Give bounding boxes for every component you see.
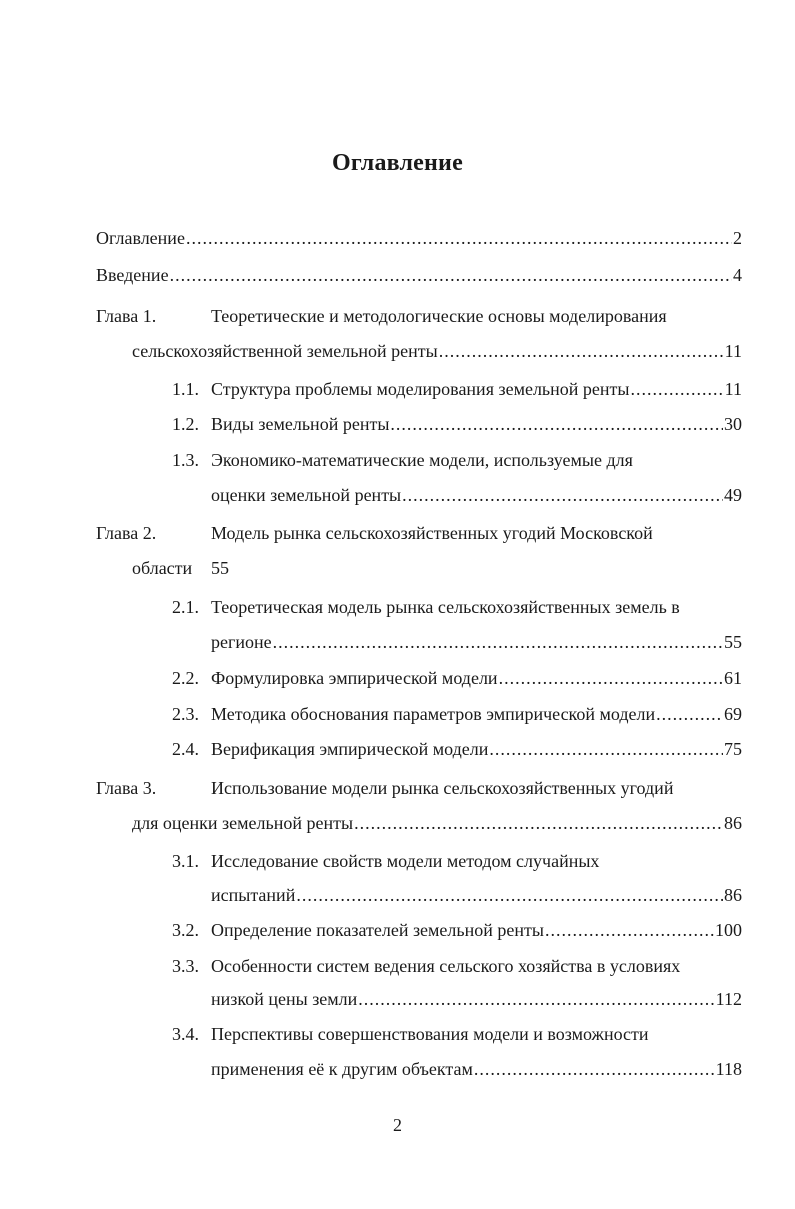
section-3-2-number: 3.2. [172,920,199,940]
chapter-2-page: 55 [211,558,229,578]
toc-entry-label: для оценки земельной ренты [132,813,354,833]
toc-entry-page: 100 [715,920,742,940]
toc-entry-label: регионе [211,632,272,652]
toc-entry-section-1-1[interactable] [211,378,742,400]
toc-entry-page: 49 [724,485,742,505]
toc-entry-page: 75 [724,739,742,759]
toc-entry-chapter-3[interactable] [132,812,742,834]
section-2-2-number: 2.2. [172,668,199,688]
dot-leader [296,884,723,906]
toc-entry-page: 86 [724,885,742,905]
section-1-1-number: 1.1. [172,379,199,399]
toc-entry-label: Введение [96,265,169,285]
toc-entry-contents[interactable] [96,227,742,249]
toc-entry-label: низкой цены земли [211,989,358,1009]
chapter-2-title-line2[interactable]: области [132,558,193,578]
toc-entry-section-1-2[interactable] [211,413,742,435]
dot-leader [358,988,714,1010]
toc-entry-label: сельскохозяйственной земельной ренты [132,341,438,361]
toc-entry-section-2-4[interactable] [211,738,742,760]
dot-leader [631,378,724,400]
dot-leader [439,340,724,362]
toc-entry-page: 30 [724,414,742,434]
toc-entry-label: испытаний [211,885,296,905]
toc-entry-page: 118 [715,1059,742,1079]
section-3-3-title-line1[interactable]: Особенности систем ведения сельского хозяйства в условиях [211,956,681,976]
dot-leader [186,227,732,249]
section-3-3-number: 3.3. [172,956,199,976]
toc-entry-introduction[interactable] [96,264,742,286]
toc-entry-label: Оглавление [96,228,185,248]
toc-entry-label: Формулировка эмпирической модели [211,668,498,688]
section-2-1-title-line1[interactable]: Теоретическая модель рынка сельскохозяйственных земель в [211,597,680,617]
chapter-2-number: Глава 2. [96,523,157,543]
toc-entry-section-2-2[interactable] [211,667,742,689]
toc-entry-label: применения её к другим объектам [211,1059,473,1079]
toc-entry-page: 112 [715,989,742,1009]
dot-leader [489,738,723,760]
toc-entry-page: 11 [724,341,742,361]
dot-leader [545,919,714,941]
dot-leader [474,1058,715,1080]
page-title: Оглавление [332,150,463,176]
dot-leader [273,631,723,653]
section-2-3-number: 2.3. [172,704,199,724]
page-number: 2 [393,1115,402,1135]
toc-entry-page: 61 [724,668,742,688]
toc-entry-label: Определение показателей земельной ренты [211,920,544,940]
toc-entry-section-2-3[interactable] [211,703,742,725]
chapter-3-title-line1[interactable]: Использование модели рынка сельскохозяйственных угодий [211,778,674,798]
toc-entry-section-3-2[interactable] [211,919,742,941]
toc-entry-section-3-1[interactable] [211,884,742,906]
toc-entry-section-1-3[interactable] [211,484,742,506]
dot-leader [170,264,732,286]
toc-entry-label: Виды земельной ренты [211,414,390,434]
section-1-3-number: 1.3. [172,450,199,470]
toc-entry-label: Верификация эмпирической модели [211,739,489,759]
section-3-1-title-line1[interactable]: Исследование свойств модели методом случайных [211,851,600,871]
section-2-4-number: 2.4. [172,739,199,759]
chapter-3-number: Глава 3. [96,778,157,798]
section-3-4-number: 3.4. [172,1024,199,1044]
section-1-3-title-line1[interactable]: Экономико-математические модели, используемые для [211,450,633,470]
toc-entry-page: 4 [733,265,742,285]
chapter-2-title-line1[interactable]: Модель рынка сельскохозяйственных угодий Московской [211,523,653,543]
toc-entry-section-2-1[interactable] [211,631,742,653]
toc-entry-page: 2 [733,228,742,248]
dot-leader [499,667,723,689]
section-3-1-number: 3.1. [172,851,199,871]
chapter-1-title-line1[interactable]: Теоретические и методологические основы моделирования [211,306,667,326]
toc-entry-page: 11 [724,379,742,399]
section-3-4-title-line1[interactable]: Перспективы совершенствования модели и возможности [211,1024,649,1044]
toc-entry-label: Методика обоснования параметров эмпирической модели [211,704,656,724]
chapter-1-number: Глава 1. [96,306,157,326]
toc-entry-chapter-1[interactable] [132,340,742,362]
toc-entry-page: 69 [724,704,742,724]
section-1-2-number: 1.2. [172,414,199,434]
toc-entry-page: 86 [724,813,742,833]
dot-leader [390,413,723,435]
dot-leader [354,812,723,834]
section-2-1-number: 2.1. [172,597,199,617]
toc-entry-label: Структура проблемы моделирования земельной ренты [211,379,630,399]
dot-leader [402,484,723,506]
toc-entry-section-3-3[interactable] [211,988,742,1010]
dot-leader [656,703,723,725]
toc-entry-label: оценки земельной ренты [211,485,402,505]
toc-entry-section-3-4[interactable] [211,1058,742,1080]
toc-entry-page: 55 [724,632,742,652]
